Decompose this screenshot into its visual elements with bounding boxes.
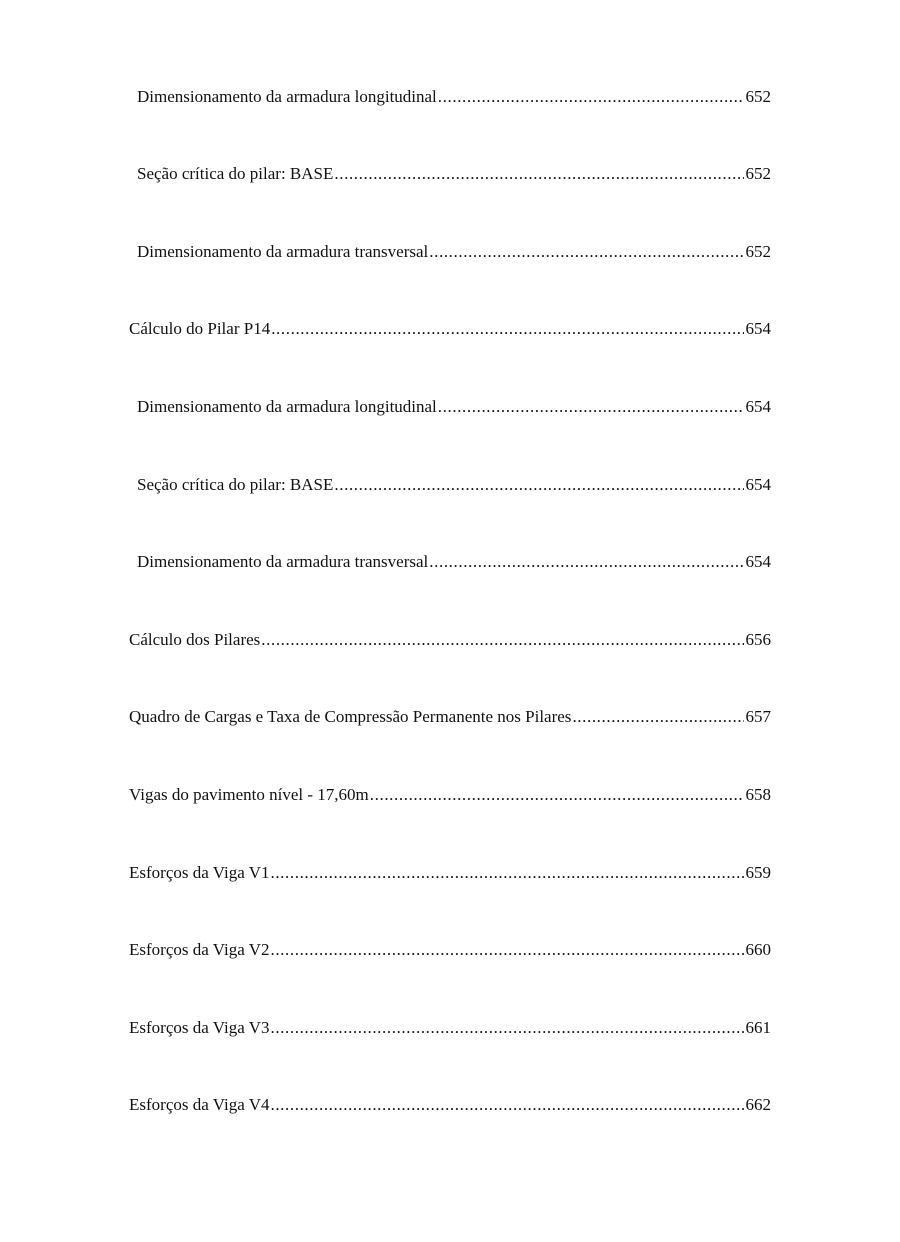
toc-entry-page: 652 (745, 87, 771, 106)
toc-entry-title: Seção crítica do pilar: BASE (137, 475, 334, 494)
toc-entry-page: 659 (745, 863, 771, 882)
toc-entry[interactable] (129, 1016, 771, 1040)
toc-dot-leader (438, 85, 744, 109)
toc-entry[interactable] (137, 473, 771, 497)
toc-entry[interactable] (137, 162, 771, 186)
toc-entry-page: 654 (745, 475, 771, 494)
toc-entry-title: Esforços da Viga V1 (129, 863, 270, 882)
toc-entry[interactable] (137, 85, 771, 109)
toc-entry-page: 661 (745, 1018, 771, 1037)
toc-entry-title: Dimensionamento da armadura transversal (137, 552, 429, 571)
toc-entry-title: Esforços da Viga V3 (129, 1018, 270, 1037)
toc-entry-page: 654 (745, 319, 771, 338)
toc-entry-page: 657 (745, 707, 771, 726)
toc-entry[interactable] (129, 861, 771, 885)
toc-entry-page: 652 (745, 164, 771, 183)
toc-dot-leader (334, 473, 743, 497)
toc-entry-title: Esforços da Viga V2 (129, 940, 270, 959)
toc-entry-title: Quadro de Cargas e Taxa de Compressão Permanente nos Pilares (129, 707, 572, 726)
toc-dot-leader (270, 1016, 743, 1040)
toc-dot-leader (270, 938, 743, 962)
toc-dot-leader (370, 783, 744, 807)
toc-entry-page: 656 (745, 630, 771, 649)
toc-entry-title: Cálculo do Pilar P14 (129, 319, 271, 338)
toc-dot-leader (270, 1093, 743, 1117)
toc-dot-leader (270, 861, 743, 885)
toc-dot-leader (271, 317, 743, 341)
toc-dot-leader (429, 240, 743, 264)
toc-entry[interactable] (129, 1093, 771, 1117)
toc-entry-title: Esforços da Viga V4 (129, 1095, 270, 1114)
toc-dot-leader (334, 162, 743, 186)
toc-entry[interactable] (137, 550, 771, 574)
toc-entry-title: Dimensionamento da armadura transversal (137, 242, 429, 261)
toc-dot-leader (429, 550, 743, 574)
toc-entry[interactable] (129, 705, 771, 729)
toc-entry-title: Cálculo dos Pilares (129, 630, 261, 649)
toc-entry[interactable] (129, 783, 771, 807)
toc-entry-page: 662 (745, 1095, 771, 1114)
toc-entry[interactable] (129, 938, 771, 962)
toc-entry[interactable] (137, 395, 771, 419)
toc-dot-leader (261, 628, 743, 652)
toc-entry-page: 654 (745, 397, 771, 416)
toc-entry[interactable] (129, 317, 771, 341)
toc-entry-title: Seção crítica do pilar: BASE (137, 164, 334, 183)
toc-dot-leader (572, 705, 743, 729)
toc-entry-page: 652 (745, 242, 771, 261)
toc-entry[interactable] (137, 240, 771, 264)
toc-entry-title: Vigas do pavimento nível - 17,60m (129, 785, 369, 804)
toc-dot-leader (438, 395, 744, 419)
toc-entry-page: 654 (745, 552, 771, 571)
toc-entry-title: Dimensionamento da armadura longitudinal (137, 87, 437, 106)
toc-entry-page: 658 (745, 785, 771, 804)
toc-entry-title: Dimensionamento da armadura longitudinal (137, 397, 437, 416)
toc-entry[interactable] (129, 628, 771, 652)
toc-entry-page: 660 (745, 940, 771, 959)
